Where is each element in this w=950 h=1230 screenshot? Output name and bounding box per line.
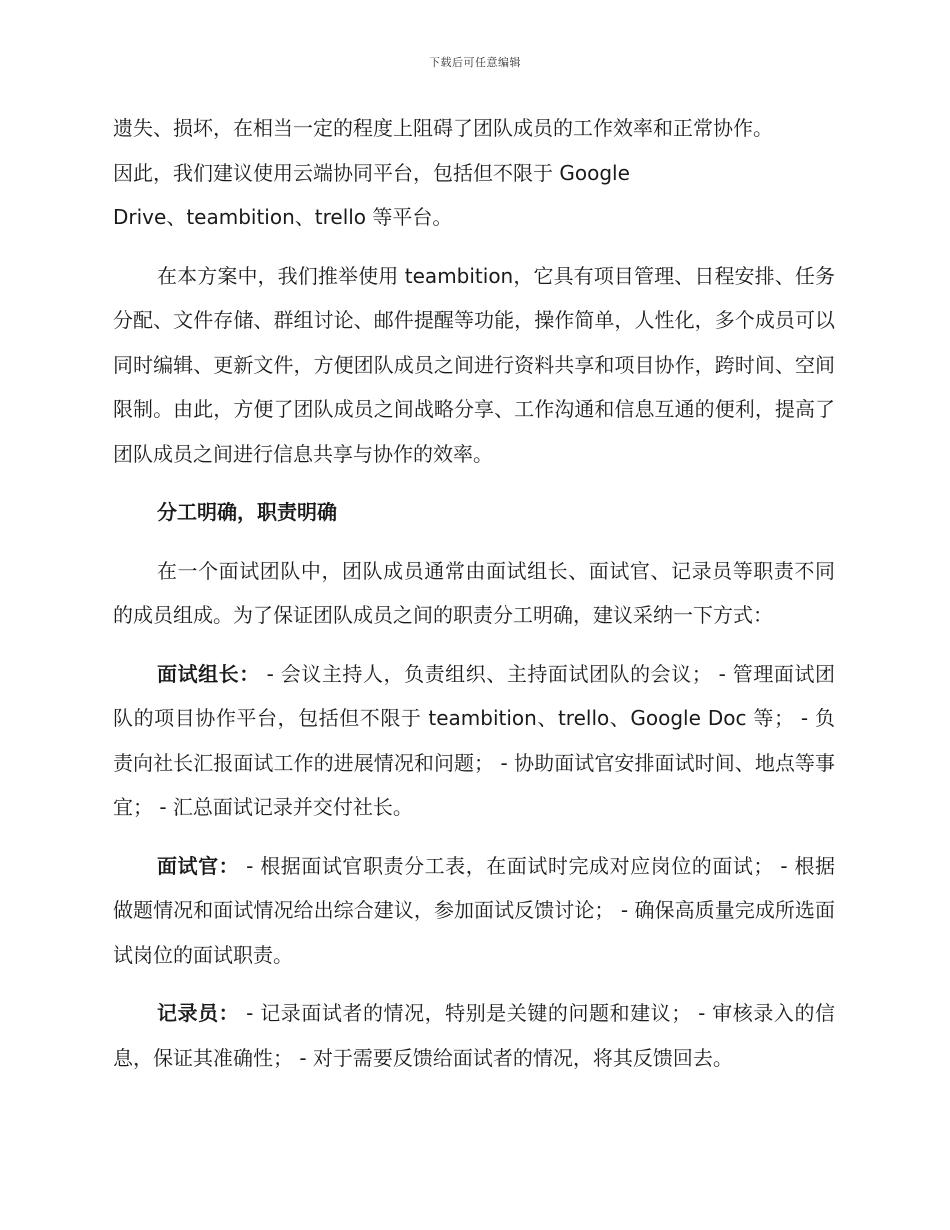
role-description: - 根据面试官职责分工表，在面试时完成对应岗位的面试； - 根据做题情况和面试情况给出综合建议，参加面试反馈讨论； - 确保高质量完成所选面试岗位的面试职责。 — [113, 853, 835, 967]
paragraph-line: 遗失、损坏，在相当一定的程度上阻碍了团队成员的工作效率和正常协作。 — [113, 116, 773, 140]
role-label: 面试官： — [157, 853, 240, 878]
role-label: 记录员： — [157, 1001, 240, 1025]
paragraph-team-roles-intro: 在一个面试团队中，团队成员通常由面试组长、面试官、记录员等职责不同的成员组成。为了保证团队成员之间的职责分工明确，建议采纳一下方式： — [113, 558, 835, 627]
role-label: 面试组长： — [157, 661, 260, 686]
role-paragraph-recorder — [113, 991, 835, 1080]
page-header: 下载后可任意编辑 — [429, 56, 521, 69]
paragraph-line: 因此，我们建议使用云端协同平台，包括但不限于 Google — [113, 160, 630, 185]
role-description: - 记录面试者的情况，特别是关键的问题和建议； - 审核录入的信息，保证其准确性； - 对于需要反馈给面试者的情况，将其反馈回去。 — [113, 1001, 835, 1070]
role-paragraph-interviewer — [113, 844, 835, 978]
role-description: - 会议主持人，负责组织、主持面试团队的会议； - 管理面试团队的项目协作平台，包括但不限于 teambition、trello、Google Doc 等； - 负责向社长汇报面试工作的进展情况和问题； - 协助面试官安排面试时间、地点等事宜； - 汇总面试记录并交付社长。 — [113, 661, 835, 819]
paragraph-line: Drive、teambition、trello 等平台。 — [113, 205, 453, 229]
section-heading: 分工明确，职责明确 — [157, 500, 337, 524]
document-body — [113, 106, 835, 1094]
paragraph-cloud-platform — [113, 106, 835, 240]
role-paragraph-team-leader — [113, 652, 835, 830]
paragraph-teambition: 在本方案中，我们推举使用 teambition，它具有项目管理、日程安排、任务分配、文件存储、群组讨论、邮件提醒等功能，操作简单，人性化，多个成员可以同时编辑、更新文件，方便团队成员之间进行资料共享和项目协作，跨时间、空间限制。由此，方便了团队成员之间战略分享、工作沟通和信息互通的便利，提高了团队成员之间进行信息共享与协作的效率。 — [113, 263, 835, 466]
